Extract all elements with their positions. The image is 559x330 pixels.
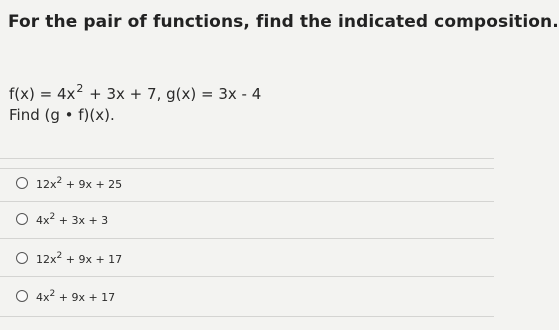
answer-choice-3[interactable]	[16, 248, 122, 268]
answer-choice-label: $4x^2 + 3x + 3$	[36, 211, 109, 227]
radio-button[interactable]	[16, 290, 28, 302]
answer-choice-4[interactable]	[16, 286, 115, 306]
divider	[0, 201, 494, 202]
f-definition: $f(x) = 4x^2 + 3x + 7$,	[9, 82, 162, 103]
divider	[0, 168, 494, 169]
answer-choice-label: $4x^2 + 9x + 17$	[36, 288, 116, 304]
function-definitions	[9, 82, 261, 103]
divider	[0, 158, 494, 159]
answer-choice-label: $12x^2 + 9x + 17$	[36, 250, 123, 266]
divider	[0, 276, 494, 277]
question-prompt: Find (g • f)(x).	[9, 106, 115, 124]
g-definition: g(x) = 3x - 4	[161, 85, 262, 103]
divider	[0, 316, 494, 317]
radio-button[interactable]	[16, 252, 28, 264]
answer-choice-2[interactable]	[16, 209, 108, 229]
radio-button[interactable]	[16, 213, 28, 225]
radio-button[interactable]	[16, 177, 28, 189]
divider	[0, 238, 494, 239]
question-heading: For the pair of functions, find the indicated composition.	[8, 12, 559, 32]
answer-choice-label: $12x^2 + 9x + 25$	[36, 175, 123, 191]
answer-choice-1[interactable]	[16, 173, 122, 193]
